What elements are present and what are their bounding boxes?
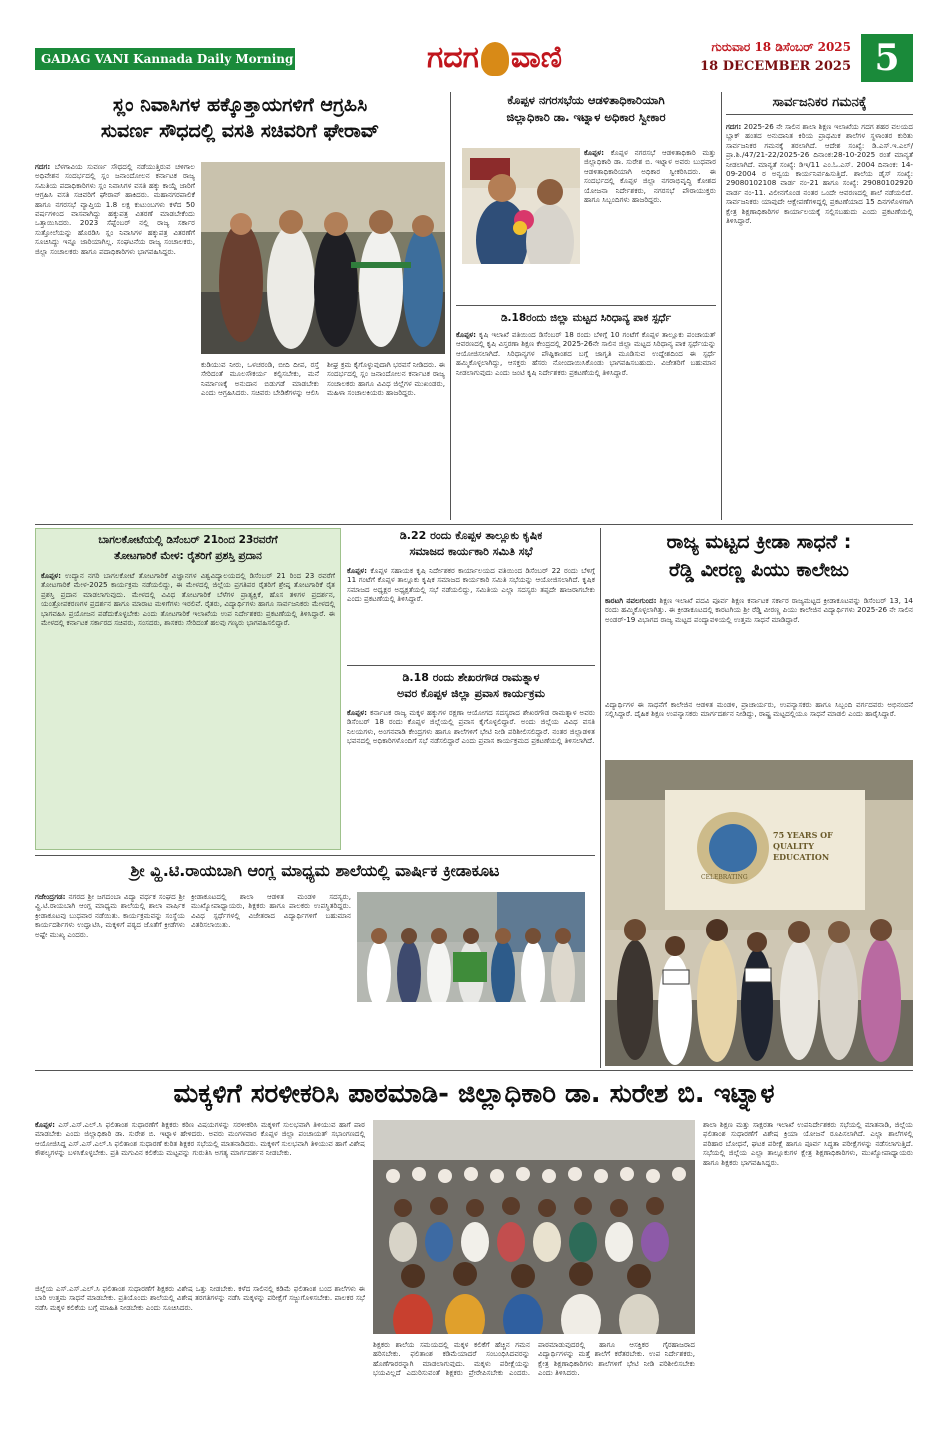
- headline-line-2: ಸುವರ್ಣ ಸೌಧದಲ್ಲಿ ವಸತಿ ಸಚಿವರಿಗೆ ಘೇರಾವ್: [100, 120, 380, 142]
- photo-dc-handover-art: [462, 148, 580, 264]
- column-divider: [450, 92, 451, 520]
- story-body: [347, 566, 595, 660]
- date-english: 18 DECEMBER 2025: [700, 59, 851, 74]
- dateline: ಕೊಪ್ಪಳ:: [456, 330, 477, 339]
- body-text-continued: ವಿದ್ಯಾರ್ಥಿಗಳ ಈ ಸಾಧನೆಗೆ ಕಾಲೇಜಿನ ಆಡಳಿತ ಮಂಡಳಿ, ಪ್ರಾಚಾರ್ಯರು, ಉಪನ್ಯಾಸಕರು ಹಾಗೂ ಸಿಬ್ಬಂದಿ ವರ್ಗದವರು ಅಭಿನಂದನೆ ಸಲ್ಲಿಸಿದ್ದಾರೆ. ದೈಹಿಕ ಶಿಕ್ಷಣ ಉಪನ್ಯಾಸಕರು ಮಾರ್ಗದರ್ಶನ ನೀಡಿದ್ದು, ರಾಷ್ಟ್ರ ಮಟ್ಟದಲ್ಲಿಯೂ ಸಾಧನೆ ಮಾಡಲಿ ಎಂದು ಹಾರೈಸಿದ್ದಾರೆ.: [605, 700, 913, 719]
- body-text: 2025-26 ನೇ ಸಾಲಿನ ಶಾಲಾ ಶಿಕ್ಷಣ ಇಲಾಖೆಯ ಗದಗ ಶಹರ ವಲಯದ ಬ್ಲಾಕ್ ಹಂತದ ಅನುದಾನಿತ ಕಿರಿಯ ಪ್ರಾಥಮಿಕ ಶಾಲೆಗಳ ಸ್ಥಳಾಂತರ ಕುರಿತು ಸಾರ್ವಜನಿಕರ ಗಮನಕ್ಕೆ ತರಲಾಗಿದೆ. ಆದೇಶ ಸಂಖ್ಯೆ: ಡಿ.ಎಸ್.ಇ.ಎಲ್/ಪ್ರಾ.ಶಿ./47/21-22/2025-26 ದಿನಾಂಕ:28-10-2025 ರಂತೆ ಮಾನ್ಯತೆ ನೀಡಲಾಗಿದೆ. ಮಾನ್ಯತೆ ಸಂಖ್ಯೆ: ಡಿಇ/11 ಎಂ.ಓ.ಎಸ್. 2004 ದಿನಾಂಕ: 14-09-2004 ರ ಅನ್ವಯ ಕಾರ್ಯನಿರ್ವಹಿಸುತ್ತಿದೆ. ಶಾಲೆಯ ಡೈಸ್ ಸಂಖ್ಯೆ: 29080102108 ವಾರ್ಡ ನಂ-21 ಹಾಗೂ ಸಂಖ್ಯೆ: 29080102920 ವಾರ್ಡ ನಂ-11. ವಿಲೀನಗೊಂಡ ನಂತರ ಒಂದೇ ಆವರಣದಲ್ಲಿ ಶಾಲೆ ನಡೆಯಲಿದೆ. ಸಾರ್ವಜನಿಕರು ಯಾವುದೇ ಆಕ್ಷೇಪಣೆಗಳಿದ್ದಲ್ಲಿ ಪ್ರಕಟಣೆಯಾದ 15 ದಿನಗಳೊಳಗಾಗಿ ಕ್ಷೇತ್ರ ಶಿಕ್ಷಣಾಧಿಕಾರಿಗಳ ಕಾರ್ಯಾಲಯಕ್ಕೆ ಸಲ್ಲಿಸಬಹುದು ಎಂದು ಪ್ರಕಟಣೆಯಲ್ಲಿ ತಿಳಿಸಿದ್ದಾರೆ.: [726, 122, 913, 226]
- story-body: [584, 148, 716, 298]
- row-divider: [35, 1070, 913, 1071]
- photo-sports-felicitation: [605, 760, 913, 1066]
- story-body-col-3: [373, 1340, 695, 1412]
- story-slum: [35, 92, 445, 522]
- story-public-notice: [726, 92, 913, 522]
- body-text-5: ಶಾಲಾ ಶಿಕ್ಷಣ ಮತ್ತು ಸಾಕ್ಷರತಾ ಇಲಾಖೆ ಉಪನಿರ್ದೇಶಕರು ಸಭೆಯಲ್ಲಿ ಮಾತನಾಡಿ, ಜಿಲ್ಲೆಯ ಫಲಿತಾಂಶ ಸುಧಾರಣೆಗೆ ವಿಶೇಷ ಕ್ರಿಯಾ ಯೋಜನೆ ರೂಪಿಸಲಾಗಿದೆ. ಎಲ್ಲಾ ಶಾಲೆಗಳಲ್ಲಿ ಪರಿಹಾರ ಬೋಧನೆ, ಘಟಕ ಪರೀಕ್ಷೆ ಹಾಗೂ ಪೂರ್ವ ಸಿದ್ಧತಾ ಪರೀಕ್ಷೆಗಳನ್ನು ನಡೆಸಲಾಗುತ್ತಿದೆ. ಸಭೆಯಲ್ಲಿ ಜಿಲ್ಲೆಯ ಎಲ್ಲಾ ತಾಲ್ಲೂಕುಗಳ ಕ್ಷೇತ್ರ ಶಿಕ್ಷಣಾಧಿಕಾರಿಗಳು, ಮುಖ್ಯೋಪಾಧ್ಯಾಯರು ಹಾಗೂ ಶಿಕ್ಷಕರು ಭಾಗವಹಿಸಿದ್ದರು.: [703, 1120, 913, 1167]
- story-agri-meeting: [347, 528, 595, 660]
- logo-left: ಗದಗ: [427, 40, 479, 75]
- row-divider: [456, 305, 716, 306]
- body-text-continued: ಕುಡಿಯುವ ನೀರು, ಒಳಚರಂಡಿ, ಬೀದಿ ದೀಪ, ರಸ್ತೆ ಸೇರಿದಂತೆ ಮೂಲಸೌಕರ್ಯ ಕಲ್ಪಿಸಬೇಕು, ಮನೆ ನಿರ್ಮಾಣಕ್ಕೆ ಅನುದಾನ ಬಿಡುಗಡೆ ಮಾಡಬೇಕು ಎಂದು ಆಗ್ರಹಿಸಿದರು. ಸಚಿವರು ಬೇಡಿಕೆಗಳನ್ನು ಆಲಿಸಿ ಶೀಘ್ರ ಕ್ರಮ ಕೈಗೊಳ್ಳುವುದಾಗಿ ಭರವಸೆ ನೀಡಿದರು. ಈ ಸಂದರ್ಭದಲ್ಲಿ ಸ್ಲಂ ಜನಾಂದೋಲನ ಕರ್ನಾಟಕ ರಾಜ್ಯ ಸಂಚಾಲಕರು ಹಾಗೂ ವಿವಿಧ ಜಿಲ್ಲೆಗಳ ಮುಖಂಡರು, ಮಹಿಳಾ ಸಂಚಾಲಕಿಯರು ಹಾಜರಿದ್ದರು.: [201, 360, 445, 398]
- body-text-3: ಶಿಕ್ಷಕರು ಶಾಲೆಯ ಸಮಯದಲ್ಲಿ ಮಕ್ಕಳ ಕಲಿಕೆಗೆ ಹೆಚ್ಚಿನ ಗಮನ ಹರಿಸಬೇಕು. ಫಲಿತಾಂಶ ಕಡಿಮೆಯಾದರೆ ಸಂಬಂಧಿಸಿದವರನ್ನು ಹೊಣೆಗಾರರನ್ನಾಗಿ ಮಾಡಲಾಗುವುದು. ಮಕ್ಕಳು ಪರೀಕ್ಷೆಯನ್ನು ಭಯವಿಲ್ಲದೆ ಎದುರಿಸುವಂತೆ ಶಿಕ್ಷಕರು ಪ್ರೇರೇಪಿಸಬೇಕು ಎಂದರು.: [373, 1340, 530, 1378]
- row-divider: [35, 855, 595, 856]
- story-body-col-1: [35, 1120, 365, 1278]
- paper-name: GADAG VANI Kannada Daily Morning: [35, 48, 295, 70]
- story-body-col-1: [35, 162, 195, 522]
- dateline: ಕೊಪ್ಪಳ:: [584, 148, 605, 157]
- story-body: [35, 892, 185, 1064]
- story-lead: [35, 1074, 913, 1414]
- headline-line-2: ಸಮಾಜದ ಕಾರ್ಯಕಾರಿ ಸಮಿತಿ ಸಭೆ: [409, 545, 533, 558]
- dateline: ಕೊಪ್ಪಳ:: [347, 566, 368, 575]
- body-text: ನಗರದ ಶ್ರೀ ಜಗದಂಬಾ ವಿದ್ಯಾ ವರ್ಧಕ ಸಂಘದ ಶ್ರೀ ವ್ಹಿ.ಟಿ.ರಾಯಬಾಗಿ ಆಂಗ್ಲ ಮಾಧ್ಯಮ ಶಾಲೆಯಲ್ಲಿ ಶಾಲಾ ವಾರ್ಷಿಕ ಕ್ರೀಡಾಕೂಟವು ಬುಧವಾರ ನಡೆಯಿತು. ಕಾರ್ಯಕ್ರಮವನ್ನು ಸಂಸ್ಥೆಯ ಕಾರ್ಯದರ್ಶಿಗಳು ಉದ್ಘಾಟಿಸಿ, ಮಕ್ಕಳಿಗೆ ಪಠ್ಯದ ಜೊತೆಗೆ ಕ್ರೀಡೆಗಳು ಅಷ್ಟೇ ಮುಖ್ಯ ಎಂದರು.: [35, 892, 185, 939]
- headline-line-2: ಜಿಲ್ಲಾಧಿಕಾರಿ ಡಾ. ಇಟ್ನಾಳ ಅಧಿಕಾರ ಸ್ವೀಕಾರ: [506, 110, 666, 124]
- headline-line-1: ಕೊಪ್ಪಳ ನಗರಸಭೆಯ ಆಡಳಿತಾಧಿಕಾರಿಯಾಗಿ: [507, 93, 665, 107]
- row-divider: [347, 665, 595, 666]
- story-millet-contest: [456, 310, 716, 522]
- body-text: ಬೆಳಗಾವಿಯ ಸುವರ್ಣ ಸೌಧದಲ್ಲಿ ನಡೆಯುತ್ತಿರುವ ಚಳಿಗಾಲ ಅಧಿವೇಶನ ಸಂದರ್ಭದಲ್ಲಿ ಸ್ಲಂ ಜನಾಂದೋಲನ ಕರ್ನಾಟಕ ರಾಜ್ಯ ಸಮಿತಿಯ ಪದಾಧಿಕಾರಿಗಳು ಸ್ಲಂ ನಿವಾಸಿಗಳ ವಸತಿ ಹಕ್ಕು ಕಾಯ್ದೆ ಜಾರಿಗೆ ಆಗ್ರಹಿಸಿ ವಸತಿ ಸಚಿವರಿಗೆ ಘೇರಾವ್ ಹಾಕಿದರು. ಮಹಾನಗರಪಾಲಿಕೆ ಹಾಗೂ ನಗರಸಭೆ ವ್ಯಾಪ್ತಿಯ 1.8 ಲಕ್ಷ ಕುಟುಂಬಗಳು ಕಳೆದ 50 ವರ್ಷಗಳಿಂದ ವಾಸವಾಗಿದ್ದು ಹಕ್ಕುಪತ್ರ ವಿತರಣೆ ಮಾಡಬೇಕೆಂದು ಒತ್ತಾಯಿಸಿದರು. 2023 ಸೆಪ್ಟೆಂಬರ್ ನಲ್ಲಿ ರಾಜ್ಯ ಸರ್ಕಾರ ಸುತ್ತೋಲೆಯನ್ನು ಹೊರಡಿಸಿ ಸ್ಲಂ ನಿವಾಸಿಗಳ ಹಕ್ಕುಪತ್ರ ವಿತರಣೆಗೆ ಸೂಚಿಸಿದ್ದು ಇನ್ನೂ ಜಾರಿಯಾಗಿಲ್ಲ. ಸಂಘಟನೆಯ ರಾಜ್ಯ ಸಂಚಾಲಕರು, ಜಿಲ್ಲಾ ಸಂಚಾಲಕರು ಹಾಗೂ ಪದಾಧಿಕಾರಿಗಳು ಭಾಗವಹಿಸಿದ್ದರು.: [35, 162, 195, 256]
- story-sports-achievement: [605, 528, 913, 1068]
- body-text: ಕೊಪ್ಪಳ ಸಹಾಯಕ ಕೃಷಿ ನಿರ್ದೇಶಕರ ಕಾರ್ಯಾಲಯದ ವತಿಯಿಂದ ಡಿಸೆಂಬರ್ 22 ರಂದು ಬೆಳಿಗ್ಗೆ 11 ಗಂಟೆಗೆ ಕೊಪ್ಪಳ ತಾಲ್ಲೂಕು ಕೃಷಿಕ ಸಮಾಜದ ಕಾರ್ಯಕಾರಿ ಸಮಿತಿ ಸಭೆಯನ್ನು ಆಯೋಜಿಸಲಾಗಿದೆ. ಕೃಷಿಕ ಸಮಾಜದ ಅಧ್ಯಕ್ಷರ ಅಧ್ಯಕ್ಷತೆಯಲ್ಲಿ ಸಭೆ ನಡೆಯಲಿದ್ದು, ಸಮಿತಿಯ ಎಲ್ಲಾ ಸದಸ್ಯರು ತಪ್ಪದೇ ಹಾಜರಾಗಬೇಕು ಎಂದು ಪ್ರಕಟಣೆಯಲ್ಲಿ ತಿಳಿಸಿದ್ದಾರೆ.: [347, 566, 595, 604]
- story-body-continued: [605, 700, 913, 754]
- headline-line-2: ಅವರ ಕೊಪ್ಪಳ ಜಿಲ್ಲಾ ಪ್ರವಾಸ ಕಾರ್ಯಕ್ರಮ: [397, 687, 545, 700]
- headline-line-1: ಡಿ.18 ರಂದು ಶೇಖರಗೌಡ ರಾಮತ್ನಾಳ: [402, 671, 540, 684]
- banner-subtext: CELEBRATING: [701, 874, 748, 881]
- headline: ಡಿ.18ರಂದು ಜಿಲ್ಲಾ ಮಟ್ಟದ ಸಿರಿಧಾನ್ಯ ಪಾಕ ಸ್ಪರ್ಧೆ: [500, 312, 672, 324]
- story-body: [605, 596, 913, 696]
- story-body-col-1b: [35, 1284, 365, 1412]
- body-text-4: ಪಾಠಮಾಡುವುದರಲ್ಲಿ ಹಾಗೂ ಆಸಕ್ತಿಕರ ಗೈರಹಾಜರಾದ ವಿದ್ಯಾರ್ಥಿಗಳನ್ನು ಮತ್ತೆ ಶಾಲೆಗೆ ಕರೆತರಬೇಕು. ಉಪ ನಿರ್ದೇಶಕರು, ಕ್ಷೇತ್ರ ಶಿಕ್ಷಣಾಧಿಕಾರಿಗಳು ಶಾಲೆಗಳಿಗೆ ಭೇಟಿ ನೀಡಿ ಪರಿಶೀಲಿಸಬೇಕು ಎಂದು ತಿಳಿಸಿದರು.: [538, 1340, 695, 1378]
- story-body: [726, 122, 913, 520]
- headline-line-1: ಡಿ.22 ರಂದು ಕೊಪ್ಪಳ ತಾಲ್ಲೂಕು ಕೃಷಿಕ: [399, 529, 543, 542]
- body-text-continued: ಕ್ರೀಡಾಕೂಟದಲ್ಲಿ ಶಾಲಾ ಆಡಳಿತ ಮಂಡಳಿ ಸದಸ್ಯರು, ಮುಖ್ಯೋಪಾಧ್ಯಾಯರು, ಶಿಕ್ಷಕರು ಹಾಗೂ ಪಾಲಕರು ಉಪಸ್ಥಿತರಿದ್ದರು. ವಿವಿಧ ಸ್ಪರ್ಧೆಗಳಲ್ಲಿ ವಿಜೇತರಾದ ವಿದ್ಯಾರ್ಥಿಗಳಿಗೆ ಬಹುಮಾನ ವಿತರಿಸಲಾಯಿತು.: [191, 892, 351, 930]
- dateline: ಗದಗ:: [35, 162, 51, 171]
- story-body: [456, 330, 716, 520]
- dateline: ಗದಗ:: [726, 122, 742, 131]
- headline: ಮಕ್ಕಳಿಗೆ ಸರಳೀಕರಿಸಿ ಪಾಠಮಾಡಿ- ಜಿಲ್ಲಾಧಿಕಾರಿ ಡಾ. ಸುರೇಶ ಬಿ. ಇಟ್ನಾಳ: [173, 1079, 775, 1109]
- banner-text: 75 YEARS OF QUALITY EDUCATION: [773, 830, 833, 862]
- headline-line-1: ಬಾಗಲಕೋಟೆಯಲ್ಲಿ ಡಿಸೆಂಬರ್ 21ರಿಂದ 23ರವರೆಗೆ: [98, 534, 278, 546]
- masthead: [35, 34, 913, 82]
- body-text: ಶಿಕ್ಷಣ ಇಲಾಖೆ ಪದವಿ ಪೂರ್ವ ಶಿಕ್ಷಣ ಕರ್ನಾಟಕ ಸರ್ಕಾರ ರಾಜ್ಯಮಟ್ಟದ ಕ್ರೀಡಾಕೂಟವನ್ನು ಡಿಸೆಂಬರ್ 13, 14 ರಂದು ಹಮ್ಮಿಕೊಳ್ಳಲಾಗಿತ್ತು. ಈ ಕ್ರೀಡಾಕೂಟದಲ್ಲಿ ಕಾರಟಗಿಯ ಶ್ರೀ ರೆಡ್ಡಿ ವೀರಣ್ಣ ಪಿಯು ಕಾಲೇಜಿನ ವಿದ್ಯಾರ್ಥಿಗಳು 2025-26 ನೇ ಸಾಲಿನ ಅಂಡರ್-19 ವಿಭಾಗದ ರಾಜ್ಯ ಮಟ್ಟದ ಪಂದ್ಯಾವಳಿಯಲ್ಲಿ ಉತ್ತಮ ಸಾಧನೆ ಮಾಡಿದ್ದಾರೆ.: [605, 596, 913, 624]
- row-divider: [35, 524, 913, 525]
- headline-line-1: ಸ್ಲಂ ನಿವಾಸಿಗಳ ಹಕ್ಕೊತ್ತಾಯಗಳಿಗೆ ಆಗ್ರಹಿಸಿ: [112, 94, 368, 116]
- date-kannada: ಗುರುವಾರ 18 ಡಿಸೆಂಬರ್ 2025: [711, 40, 851, 54]
- body-text: ಕೃಷಿ ಇಲಾಖೆ ವತಿಯಿಂದ ಡಿಸೆಂಬರ್ 18 ರಂದು ಬೆಳಿಗ್ಗೆ 10 ಗಂಟೆಗೆ ಕೊಪ್ಪಳ ತಾಲ್ಲೂಕು ಪಂಚಾಯತ್ ಆವರಣದಲ್ಲಿ ಕೃಷಿ ವಿಸ್ತರಣಾ ಶಿಕ್ಷಣ ಕೇಂದ್ರದಲ್ಲಿ 2025-26ನೇ ಸಾಲಿನ ಜಿಲ್ಲಾ ಮಟ್ಟದ ಸಿರಿಧಾನ್ಯ ಪಾಕ ಸ್ಪರ್ಧೆಯನ್ನು ಆಯೋಜಿಸಲಾಗಿದೆ. ಸಿರಿಧಾನ್ಯಗಳ ಪೌಷ್ಟಿಕಾಂಶದ ಬಗ್ಗೆ ಜಾಗೃತಿ ಮೂಡಿಸುವ ಉದ್ದೇಶದಿಂದ ಈ ಸ್ಪರ್ಧೆ ಹಮ್ಮಿಕೊಳ್ಳಲಾಗಿದ್ದು, ಆಸಕ್ತರು ಹೆಸರು ನೋಂದಾಯಿಸಿಕೊಂಡು ಭಾಗವಹಿಸಬಹುದು. ವಿಜೇತರಿಗೆ ಬಹುಮಾನ ನೀಡಲಾಗುವುದು ಎಂದು ಜಂಟಿ ಕೃಷಿ ನಿರ್ದೇಶಕರು ಪ್ರಕಟಣೆಯಲ್ಲಿ ತಿಳಿಸಿದ್ದಾರೆ.: [456, 330, 716, 377]
- story-body: [347, 708, 595, 848]
- headline-line-1: ರಾಜ್ಯ ಮಟ್ಟದ ಕ್ರೀಡಾ ಸಾಧನೆ :: [666, 531, 852, 553]
- photo-dc-handover: [462, 148, 580, 264]
- photo-sports-felicitation-art: [605, 760, 913, 1066]
- story-body-col-4: [703, 1120, 913, 1412]
- body-text: ಎಸ್.ಎಸ್.ಎಲ್.ಸಿ ಫಲಿತಾಂಶ ಸುಧಾರಣೆಗೆ ಶಿಕ್ಷಕರು ಕಠಿಣ ವಿಷಯಗಳನ್ನು ಸರಳೀಕರಿಸಿ ಮಕ್ಕಳಿಗೆ ಸುಲಭವಾಗಿ ತಿಳಿಯುವ ಹಾಗೆ ಪಾಠ ಮಾಡಬೇಕು ಎಂದು ಜಿಲ್ಲಾಧಿಕಾರಿ ಡಾ. ಸುರೇಶ ಬಿ. ಇಟ್ನಾಳ ಹೇಳಿದರು. ಅವರು ಮಂಗಳವಾರ ಕೊಪ್ಪಳ ಜಿಲ್ಲಾ ಪಂಚಾಯತ್ ಸಭಾಂಗಣದಲ್ಲಿ ಆಯೋಜಿಸಿದ್ದ ಎಸ್.ಎಸ್.ಎಲ್.ಸಿ ಫಲಿತಾಂಶ ಸುಧಾರಣೆ ಕುರಿತ ಶಿಕ್ಷಕರ ಸಭೆಯಲ್ಲಿ ಮಾತನಾಡಿದರು. ಮಕ್ಕಳಿಗೆ ಸುಲಭವಾಗಿ ತಿಳಿಯುವ ಹಾಗೆ ವಿಶೇಷ ಕೌಶಲ್ಯಗಳನ್ನು ಬಳಸಿಕೊಳ್ಳಬೇಕು. ಪ್ರತಿ ಮಗುವಿನ ಕಲಿಕೆಯ ಮಟ್ಟವನ್ನು ಗುರುತಿಸಿ ಅಗತ್ಯ ಮಾರ್ಗದರ್ಶನ ನೀಡಬೇಕು.: [35, 1120, 365, 1158]
- paper-logo: [427, 40, 562, 76]
- column-divider: [721, 92, 722, 520]
- logo-right: ವಾಣಿ: [510, 40, 562, 75]
- headline-line-2: ರೆಡ್ಡಿ ವೀರಣ್ಣ ಪಿಯು ಕಾಲೇಜು: [669, 559, 849, 581]
- story-horticulture-fair: [35, 528, 341, 850]
- photo-slum-protest: [201, 162, 445, 354]
- photo-teachers-meeting: [373, 1120, 695, 1334]
- body-text: ಉದ್ಯಾನ ನಗರಿ ಬಾಗಲಕೋಟೆ ತೋಟಗಾರಿಕೆ ವಿಜ್ಞಾನಗಳ ವಿಶ್ವವಿದ್ಯಾಲಯದಲ್ಲಿ ಡಿಸೆಂಬರ್ 21 ರಿಂದ 23 ರವರೆಗೆ ತೋಟಗಾರಿಕೆ ಮೇಳ-2025 ಕಾರ್ಯಕ್ರಮ ನಡೆಯಲಿದ್ದು, ಈ ಮೇಳದಲ್ಲಿ ಜಿಲ್ಲೆಯ ಪ್ರಗತಿಪರ ರೈತರಿಗೆ ಶ್ರೇಷ್ಠ ತೋಟಗಾರಿಕೆ ರೈತ ಪ್ರಶಸ್ತಿ ಪ್ರದಾನ ಮಾಡಲಾಗುವುದು. ಮೇಳದಲ್ಲಿ ವಿವಿಧ ತೋಟಗಾರಿಕೆ ಬೆಳೆಗಳ ಪ್ರಾತ್ಯಕ್ಷಿಕೆ, ಹೊಸ ತಳಿಗಳ ಪ್ರದರ್ಶನ, ಯಂತ್ರೋಪಕರಣಗಳ ಪ್ರದರ್ಶನ ಹಾಗೂ ಮಾರಾಟ ಮಳಿಗೆಗಳು ಇರಲಿವೆ. ರೈತರು, ವಿದ್ಯಾರ್ಥಿಗಳು ಹಾಗೂ ಸಾರ್ವಜನಿಕರು ಮೇಳದಲ್ಲಿ ಭಾಗವಹಿಸಿ ಪ್ರಯೋಜನ ಪಡೆದುಕೊಳ್ಳಬೇಕು ಎಂದು ತೋಟಗಾರಿಕೆ ಇಲಾಖೆಯ ಉಪ ನಿರ್ದೇಶಕರು ಪ್ರಕಟಣೆಯಲ್ಲಿ ತಿಳಿಸಿದ್ದಾರೆ. ಈ ಮೇಳದಲ್ಲಿ ಕರ್ನಾಟಕ ಸರ್ಕಾರದ ಸಚಿವರು, ಸಂಸದರು, ಶಾಸಕರು ಸೇರಿದಂತೆ ಹಲವು ಗಣ್ಯರು ಭಾಗವಹಿಸಲಿದ್ದಾರೆ.: [41, 571, 335, 628]
- story-body-middle: [191, 892, 351, 1064]
- story-tour-program: [347, 670, 595, 850]
- headline-line-2: ತೋಟಗಾರಿಕೆ ಮೇಳ: ರೈತರಿಗೆ ಪ್ರಶಸ್ತಿ ಪ್ರದಾನ: [114, 550, 262, 562]
- dateline: ಕಾರಟಗಿ ನವಲಗುಂದ:: [605, 596, 657, 605]
- dateline: ಕೊಪ್ಪಳ:: [35, 1120, 56, 1129]
- dateline: ಕೊಪ್ಪಳ:: [347, 708, 368, 717]
- story-dc-charge: [456, 92, 716, 300]
- photo-school-sports-art: [357, 892, 585, 1002]
- dateline: ಕೊಪ್ಪಳ:: [41, 571, 62, 580]
- dateline: ಗಜೇಂದ್ರಗಡ:: [35, 892, 66, 901]
- photo-slum-protest-art: [201, 162, 445, 354]
- headline: ಸಾರ್ವಜನಿಕರ ಗಮನಕ್ಕೆ: [726, 92, 913, 115]
- photo-teachers-meeting-art: [373, 1120, 695, 1334]
- body-text: ಕೊಪ್ಪಳ ನಗರಸಭೆ ಆಡಳಿತಾಧಿಕಾರಿ ಮತ್ತು ಜಿಲ್ಲಾಧಿಕಾರಿ ಡಾ. ಸುರೇಶ ಬಿ. ಇಟ್ನಾಳ ಅವರು ಬುಧವಾರ ಆಡಳಿತಾಧಿಕಾರಿಯಾಗಿ ಅಧಿಕಾರ ಸ್ವೀಕರಿಸಿದರು. ಈ ಸಂದರ್ಭದಲ್ಲಿ ಕೊಪ್ಪಳ ಜಿಲ್ಲಾ ನಗರಾಭಿವೃದ್ಧಿ ಕೋಶದ ಯೋಜನಾ ನಿರ್ದೇಶಕರು, ನಗರಸಭೆ ಪೌರಾಯುಕ್ತರು ಹಾಗೂ ಸಿಬ್ಬಂದಿಗಳು ಹಾಜರಿದ್ದರು.: [584, 148, 716, 205]
- photo-school-sports: [357, 892, 585, 1002]
- story-body-col-2: [201, 360, 445, 522]
- issue-date: [700, 38, 851, 76]
- body-text: ಕರ್ನಾಟಕ ರಾಜ್ಯ ಮಕ್ಕಳ ಹಕ್ಕುಗಳ ರಕ್ಷಣಾ ಆಯೋಗದ ಸದಸ್ಯರಾದ ಶೇಖರಗೌಡ ರಾಮತ್ನಾಳ ಅವರು ಡಿಸೆಂಬರ್ 18 ರಂದು ಕೊಪ್ಪಳ ಜಿಲ್ಲೆಯಲ್ಲಿ ಪ್ರವಾಸ ಕೈಗೊಳ್ಳಲಿದ್ದಾರೆ. ಅಂದು ಜಿಲ್ಲೆಯ ವಿವಿಧ ವಸತಿ ನಿಲಯಗಳು, ಅಂಗನವಾಡಿ ಕೇಂದ್ರಗಳು ಹಾಗೂ ಶಾಲೆಗಳಿಗೆ ಭೇಟಿ ನೀಡಿ ಪರಿಶೀಲಿಸಲಿದ್ದಾರೆ. ನಂತರ ಜಿಲ್ಲಾಡಳಿತ ಭವನದಲ್ಲಿ ಅಧಿಕಾರಿಗಳೊಂದಿಗೆ ಸಭೆ ನಡೆಸಲಿದ್ದಾರೆ ಎಂದು ಪ್ರವಾಸ ಕಾರ್ಯಕ್ರಮದ ಪ್ರಕಟಣೆಯಲ್ಲಿ ತಿಳಿಸಲಾಗಿದೆ.: [347, 708, 595, 746]
- headline: ಶ್ರೀ ವ್ಹಿ.ಟಿ.ರಾಯಬಾಗಿ ಆಂಗ್ಲ ಮಾಧ್ಯಮ ಶಾಲೆಯಲ್ಲಿ ವಾರ್ಷಿಕ ಕ್ರೀಡಾಕೂಟ: [130, 861, 500, 880]
- logo-emblem-icon: [481, 42, 509, 76]
- page-number: 5: [861, 34, 913, 82]
- body-text-2: ಜಿಲ್ಲೆಯ ಎಸ್.ಎಸ್.ಎಲ್.ಸಿ ಫಲಿತಾಂಶ ಸುಧಾರಣೆಗೆ ಶಿಕ್ಷಕರು ವಿಶೇಷ ಒತ್ತು ನೀಡಬೇಕು. ಕಳೆದ ಸಾಲಿನಲ್ಲಿ ಕಡಿಮೆ ಫಲಿತಾಂಶ ಬಂದ ಶಾಲೆಗಳು ಈ ಬಾರಿ ಉತ್ತಮ ಸಾಧನೆ ಮಾಡಬೇಕು. ಪ್ರತಿಯೊಂದು ಶಾಲೆಯಲ್ಲಿ ವಿಶೇಷ ತರಗತಿಗಳನ್ನು ನಡೆಸಿ ಮಕ್ಕಳನ್ನು ಪರೀಕ್ಷೆಗೆ ಸಜ್ಜುಗೊಳಿಸಬೇಕು. ಪಾಲಕರ ಸಭೆ ನಡೆಸಿ ಮಕ್ಕಳ ಕಲಿಕೆಯ ಬಗ್ಗೆ ಮಾಹಿತಿ ನೀಡಬೇಕು ಎಂದು ಸೂಚಿಸಿದರು.: [35, 1284, 365, 1312]
- column-divider: [600, 528, 601, 1068]
- story-body: [41, 571, 335, 847]
- story-school-sports: [35, 858, 595, 1066]
